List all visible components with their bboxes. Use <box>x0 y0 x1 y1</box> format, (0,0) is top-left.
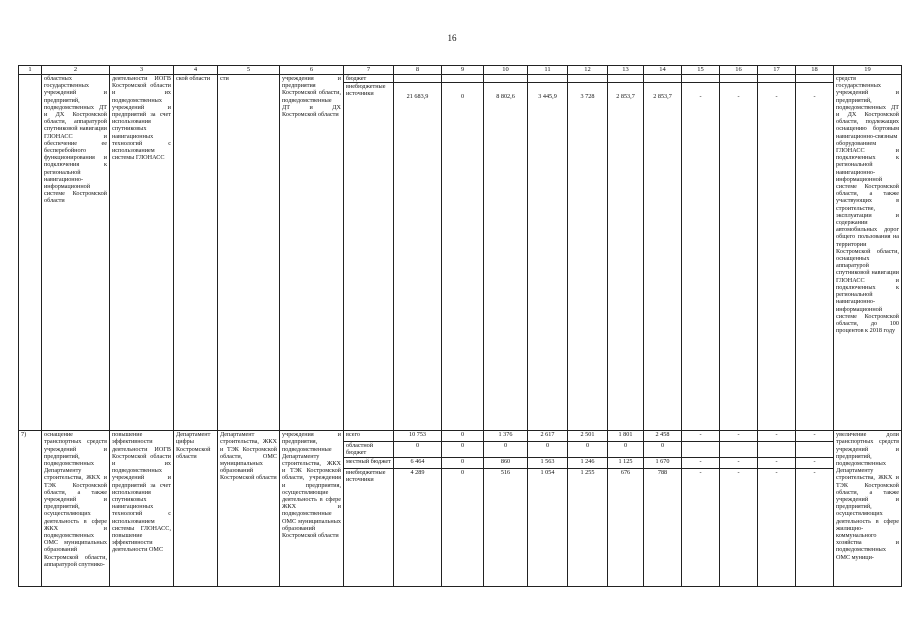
cell-value: 0 <box>528 442 568 457</box>
column-header: 12 <box>568 66 608 75</box>
cell-value: 3 728 <box>568 83 608 431</box>
cell-goal: повышение эффективности деятельности ИОГВ Костромской области и их подведомственных учреждений и предприятий за счет использования спутниковых навигационных технологий с использованием системы ГЛОНАСС, повышение эффективности деятельности ОМС <box>110 431 174 586</box>
cell-value <box>720 442 758 457</box>
cell-value: 1 670 <box>644 457 682 468</box>
column-header: 4 <box>174 66 218 75</box>
cell-value: - <box>720 431 758 442</box>
cell-value: 3 445,9 <box>528 83 568 431</box>
cell-funding-source: бюджет <box>344 75 394 83</box>
cell-value: 4 289 <box>394 468 442 586</box>
cell-value: 1 246 <box>568 457 608 468</box>
cell-value: - <box>720 457 758 468</box>
cell-value <box>644 75 682 83</box>
cell-value: - <box>720 468 758 586</box>
cell-value: 0 <box>442 431 484 442</box>
cell-value: - <box>796 457 834 468</box>
cell-value: - <box>758 468 796 586</box>
column-header: 9 <box>442 66 484 75</box>
cell-value: 1 255 <box>568 468 608 586</box>
column-header: 17 <box>758 66 796 75</box>
cell-value: 0 <box>608 442 644 457</box>
cell-value: 0 <box>442 468 484 586</box>
cell-value: 0 <box>442 83 484 431</box>
cell-value: - <box>758 457 796 468</box>
cell-value <box>484 75 528 83</box>
cell-target-indicator: средств государственных учреждений и предприятий, подведомственных ДТ и ДХ Костромской области, подлежащих оснащению бортовым навигационно-связным оборудованием ГЛОНАСС и подключенных к региональной навигационно-информационной системе Костромской области, а также участвующих в строительстве, эксплуатации и содержании автомобильных дорог общего пользования на территории Костромской области, оснащенных аппаратурой спутниковой навигации ГЛОНАСС и подключенных к региональной навигационно-информационной системе Костромской области, до 100 процентов к 2018 году <box>834 75 902 431</box>
column-header: 8 <box>394 66 442 75</box>
cell-value: 2 617 <box>528 431 568 442</box>
column-header: 15 <box>682 66 720 75</box>
column-header: 11 <box>528 66 568 75</box>
cell-value: 516 <box>484 468 528 586</box>
cell-funding-source: местный бюджет <box>344 457 394 468</box>
cell-value: 8 802,6 <box>484 83 528 431</box>
cell-value: 1 563 <box>528 457 568 468</box>
cell-value: - <box>682 457 720 468</box>
cell-value: 2 458 <box>644 431 682 442</box>
cell-value <box>608 75 644 83</box>
column-header: 13 <box>608 66 644 75</box>
cell-value: 0 <box>484 442 528 457</box>
cell-value: 2 501 <box>568 431 608 442</box>
cell-event: оснащение транспортных средств учреждений и предприятий, подведомственных Департаменту строительства, ЖКХ и ТЭК Костромской области, а также учреждений и предприятий, осуществляющих деятельность в сфере ЖКХ и подведомственных ОМС муниципальных образований Костромской области, аппаратурой спутнико- <box>42 431 110 586</box>
cell-value: - <box>682 83 720 431</box>
cell-funding-source: областной бюджет <box>344 442 394 457</box>
cell-event: областных государственных учреждений и предприятий, подведомственных ДТ и ДХ Костромской области, аппаратурой спутниковой навигации ГЛОНАСС и обеспечение ее бесперебойного функционирования и подключения к региональной навигационно-информационной системе Костромской области <box>42 75 110 431</box>
cell-participants: учреждения и предприятия, подведомственные Департаменту строительства, ЖКХ и ТЭК Костромской области, учреждения и предприятия, осуществляющие деятельность в сфере ЖКХ и подведомственные ОМС муниципальных образований Костромской области <box>280 431 344 586</box>
cell-value <box>682 442 720 457</box>
cell-value: 1 801 <box>608 431 644 442</box>
cell-value: 1 125 <box>608 457 644 468</box>
cell-value <box>796 442 834 457</box>
column-header: 18 <box>796 66 834 75</box>
column-header: 6 <box>280 66 344 75</box>
column-header: 3 <box>110 66 174 75</box>
cell-coexecutor: сти <box>218 75 280 431</box>
table-row <box>19 431 902 442</box>
cell-responsible: Департамент цифры Костромской области <box>174 431 218 586</box>
cell-value: 0 <box>442 442 484 457</box>
cell-value: 676 <box>608 468 644 586</box>
cell-value: 1 376 <box>484 431 528 442</box>
column-header: 16 <box>720 66 758 75</box>
cell-value: 6 464 <box>394 457 442 468</box>
cell-number <box>19 75 42 431</box>
column-header: 10 <box>484 66 528 75</box>
header-row <box>19 66 902 75</box>
cell-value: 788 <box>644 468 682 586</box>
cell-value: 0 <box>442 457 484 468</box>
column-header: 2 <box>42 66 110 75</box>
cell-funding-source: внебюджетные источники <box>344 83 394 431</box>
cell-value <box>394 75 442 83</box>
column-header: 14 <box>644 66 682 75</box>
cell-value <box>682 75 720 83</box>
cell-number: 7) <box>19 431 42 586</box>
cell-participants: учреждения и предприятия Костромской области, подведомственные ДТ и ДХ Костромской области <box>280 75 344 431</box>
cell-value: - <box>720 83 758 431</box>
cell-coexecutor: Департамент строительства, ЖКХ и ТЭК Костромской области, ОМС муниципальных образований Костромской области <box>218 431 280 586</box>
cell-value: - <box>796 468 834 586</box>
cell-value: 21 683,9 <box>394 83 442 431</box>
cell-value: 0 <box>394 442 442 457</box>
cell-value <box>758 75 796 83</box>
cell-goal: деятельности ИОГВ Костромской области и их подведомственных учреждений и предприятий за счет использования спутниковых навигационных технологий с использованием системы ГЛОНАСС <box>110 75 174 431</box>
cell-value: 2 853,7 <box>644 83 682 431</box>
column-header: 7 <box>344 66 394 75</box>
cell-funding-source: внебюджетные источники <box>344 468 394 586</box>
cell-value: 860 <box>484 457 528 468</box>
cell-value: - <box>758 83 796 431</box>
cell-value <box>528 75 568 83</box>
cell-responsible: ской области <box>174 75 218 431</box>
cell-value: - <box>758 431 796 442</box>
cell-value <box>796 75 834 83</box>
cell-funding-source: всего <box>344 431 394 442</box>
cell-value: 0 <box>568 442 608 457</box>
column-header: 5 <box>218 66 280 75</box>
page-number: 16 <box>447 33 457 43</box>
column-header: 19 <box>834 66 902 75</box>
cell-value <box>720 75 758 83</box>
cell-value: 2 853,7 <box>608 83 644 431</box>
cell-value <box>442 75 484 83</box>
cell-value: - <box>682 468 720 586</box>
cell-value: - <box>796 431 834 442</box>
program-table <box>18 65 902 587</box>
cell-value: 0 <box>644 442 682 457</box>
cell-value <box>568 75 608 83</box>
cell-value: 10 753 <box>394 431 442 442</box>
cell-target-indicator: увеличение доли транспортных средств учреждений и предприятий, подведомственных Департаменту строительства, ЖКХ и ТЭК Костромской области, а также учреждений и предприятий, осуществляющих деятельность в сфере жилищно-коммунального хозяйства и подведомственных ОМС муници- <box>834 431 902 586</box>
table-row <box>19 75 902 83</box>
cell-value: - <box>682 431 720 442</box>
cell-value: - <box>796 83 834 431</box>
cell-value: 1 054 <box>528 468 568 586</box>
cell-value <box>758 442 796 457</box>
column-header: 1 <box>19 66 42 75</box>
